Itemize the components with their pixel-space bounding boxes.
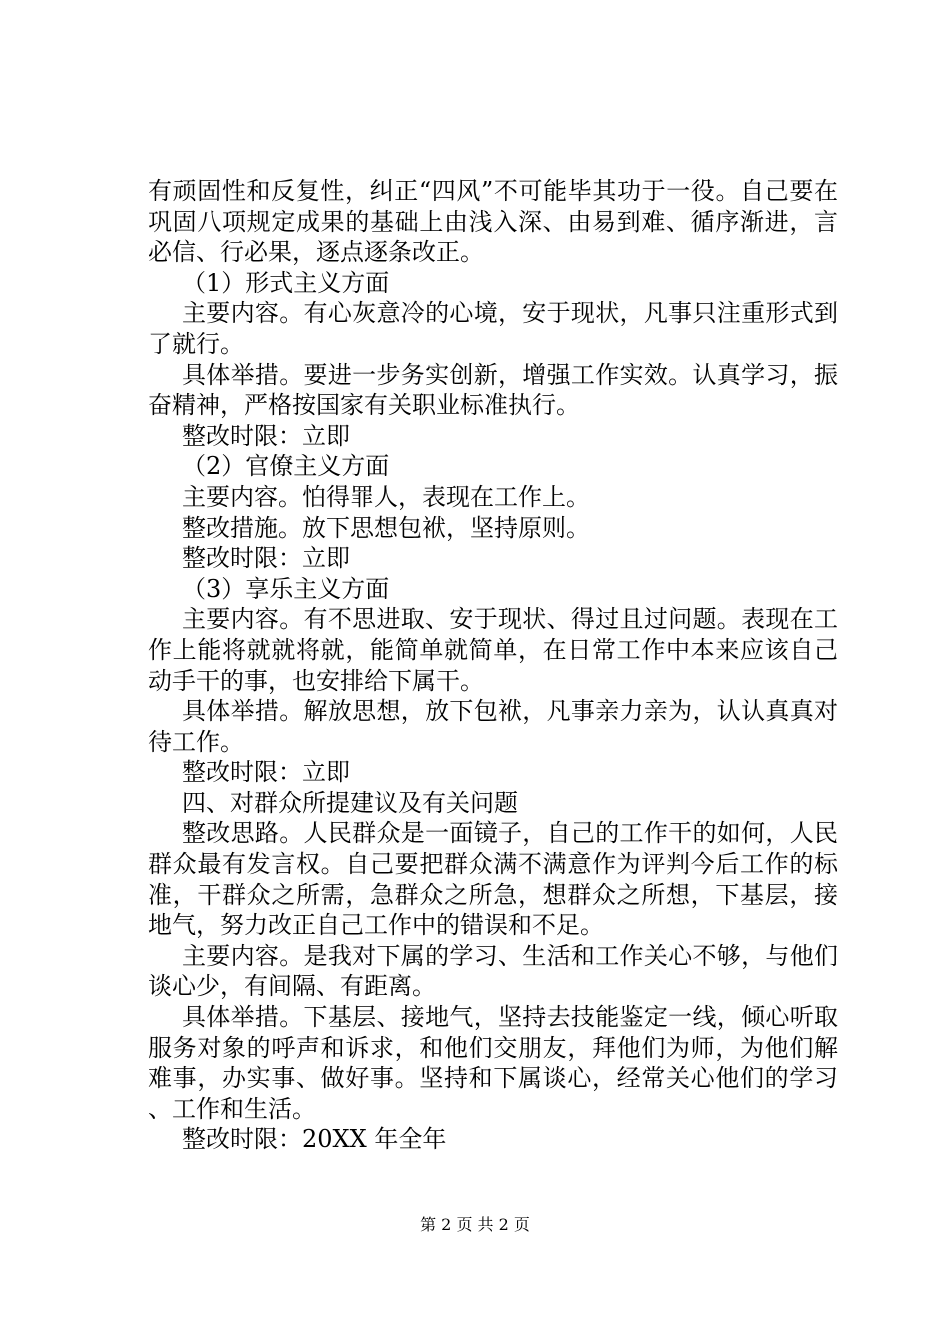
paragraph-7: 主要内容。怕得罪人，表现在工作上。 [182, 482, 590, 511]
paragraph-12: 具体举措。解放思想，放下包袱，凡事亲力亲为，认认真真对待工作。 [148, 697, 838, 756]
paragraph-9: 整改时限：立即 [182, 544, 350, 573]
paragraph-15: 整改思路。人民群众是一面镜子，自己的工作干的如何，人民群众最有发言权。自己要把群众满不满意作为评判今后工作的标准，干群众之所需，急群众之所急，想群众之所想，下基层，接地气，努力改正自己工作中的错误和不足。 [148, 819, 838, 940]
paragraph-6: （2）官僚主义方面 [182, 452, 390, 481]
paragraph-1: 有顽固性和反复性，纠正“四风”不可能毕其功于一役。自己要在巩固八项规定成果的基础上由浅入深、由易到难、循序渐进，言必信、行必果，逐点逐条改正。 [148, 177, 838, 267]
paragraph-3: 主要内容。有心灰意冷的心境，安于现状，凡事只注重形式到了就行。 [148, 299, 838, 358]
document-body [148, 176, 838, 1155]
paragraph-4: 具体举措。要进一步务实创新，增强工作实效。认真学习，振奋精神，严格按国家有关职业标准执行。 [148, 360, 838, 420]
paragraph-10: （3）享乐主义方面 [182, 574, 390, 603]
paragraph-13: 整改时限：立即 [182, 758, 350, 787]
paragraph-11: 主要内容。有不思进取、安于现状、得过且过问题。表现在工作上能将就就将就，能简单就简单，在日常工作中本来应该自己动手干的事，也安排给下属干。 [148, 605, 838, 695]
paragraph-18: 整改时限：20XX 年全年 [182, 1125, 447, 1154]
paragraph-8: 整改措施。放下思想包袱，坚持原则。 [182, 513, 590, 542]
paragraph-14: 四、对群众所提建议及有关问题 [182, 788, 518, 817]
paragraph-5: 整改时限：立即 [182, 421, 350, 450]
paragraph-16: 主要内容。是我对下属的学习、生活和工作关心不够，与他们谈心少，有间隔、有距离。 [148, 941, 838, 1001]
page-number-footer: 第 2 页 共 2 页 [420, 1215, 530, 1234]
paragraph-17: 具体举措。下基层、接地气，坚持去技能鉴定一线，倾心听取服务对象的呼声和诉求，和他们交朋友，拜他们为师，为他们解难事，办实事、做好事。坚持和下属谈心，经常关心他们的学习、工作和生活。 [148, 1003, 838, 1123]
paragraph-2: （1）形式主义方面 [182, 268, 390, 297]
